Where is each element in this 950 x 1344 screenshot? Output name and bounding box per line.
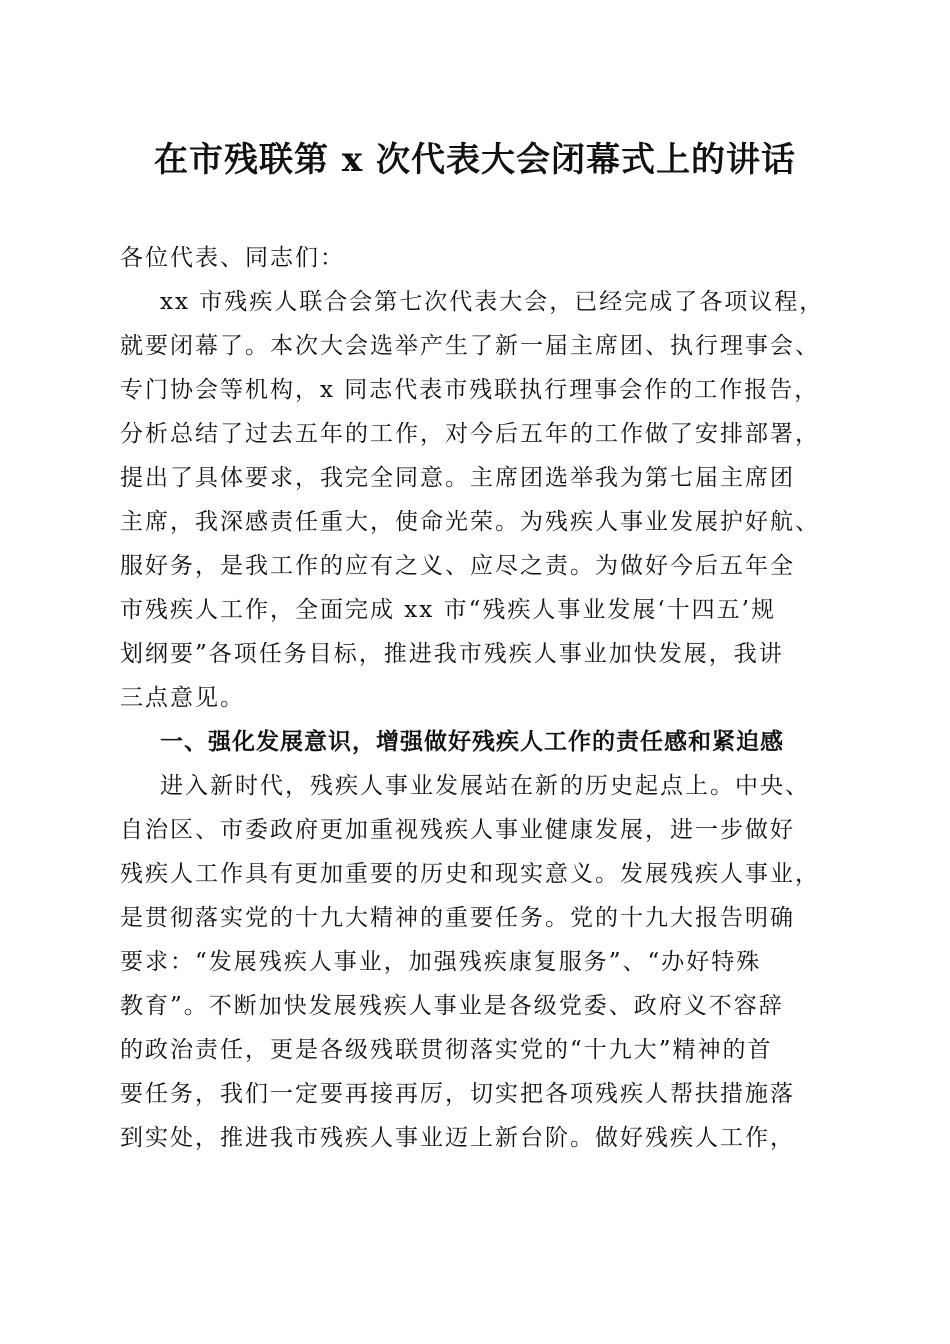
paragraph-line: 进入新时代，残疾人事业发展站在新的历史起点上。中央、: [160, 773, 810, 799]
paragraph-line: 提出了具体要求，我完全同意。主席团选举我为第七届主席团: [120, 465, 795, 491]
paragraph-line: 主席，我深感责任重大，使命光荣。为残疾人事业发展护好航、: [120, 509, 820, 535]
paragraph-line: 教育”。不断加快发展残疾人事业是各级党委、政府义不容辞: [120, 993, 784, 1019]
salutation: 各位代表、同志们：: [120, 245, 345, 271]
paragraph-line: 是贯彻落实党的十九大精神的重要任务。党的十九大报告明确: [120, 905, 795, 931]
paragraph-line: 自治区、市委政府更加重视残疾人事业健康发展，进一步做好: [120, 817, 795, 843]
paragraph-line: 三点意见。: [120, 685, 245, 711]
paragraph-2: [120, 764, 840, 1160]
section-heading: 一、强化发展意识，增强做好残疾人工作的责任感和紧迫感: [160, 729, 784, 755]
document-title: 在市残联第 x 次代表大会闭幕式上的讲话: [154, 140, 796, 180]
paragraph-line: 市残疾人工作，全面完成 xx 市“残疾人事业发展‘十四五’规: [120, 597, 776, 623]
paragraph-line: 专门协会等机构，x 同志代表市残联执行理事会作的工作报告，: [120, 377, 820, 403]
paragraph-line: 分析总结了过去五年的工作，对今后五年的工作做了安排部署，: [120, 421, 820, 447]
paragraph-line: xx 市残疾人联合会第七次代表大会，已经完成了各项议程，: [160, 289, 825, 315]
paragraph-line: 要求：“发展残疾人事业，加强残疾康复服务”、“办好特殊: [120, 949, 762, 975]
paragraph-line: 服好务，是我工作的应有之义、应尽之责。为做好今后五年全: [120, 553, 795, 579]
paragraph-line: 到实处，推进我市残疾人事业迈上新台阶。做好残疾人工作，: [120, 1125, 795, 1151]
paragraph-line: 残疾人工作具有更加重要的历史和现实意义。发展残疾人事业，: [120, 861, 820, 887]
paragraph-line: 要任务，我们一定要再接再厉，切实把各项残疾人帮扶措施落: [120, 1081, 795, 1107]
paragraph-1: [120, 280, 840, 720]
paragraph-line: 就要闭幕了。本次大会选举产生了新一届主席团、执行理事会、: [120, 333, 820, 359]
paragraph-line: 划纲要”各项任务目标，推进我市残疾人事业加快发展，我讲: [120, 641, 784, 667]
paragraph-line: 的政治责任，更是各级残联贯彻落实党的“十九大”精神的首: [120, 1037, 773, 1063]
document-body: [120, 236, 840, 1160]
